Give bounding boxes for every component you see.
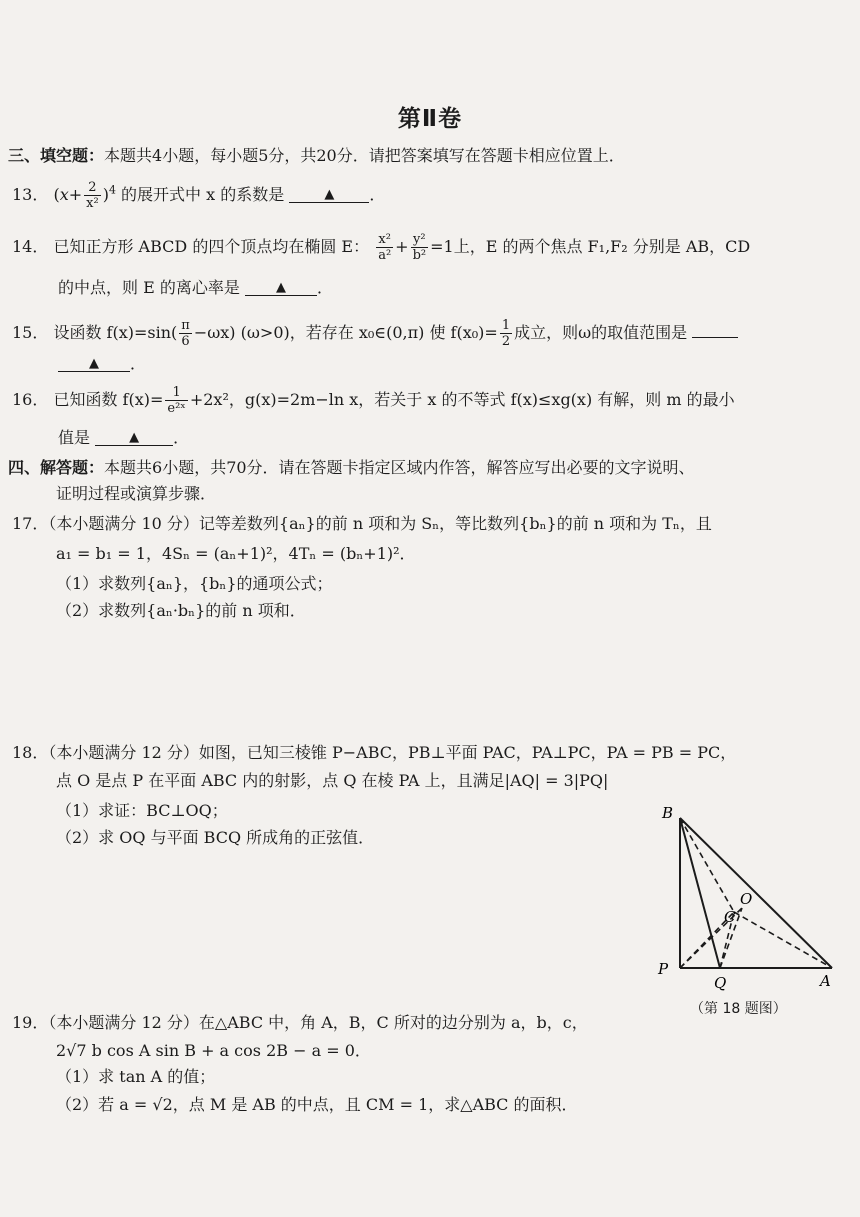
q15-answer-blank-part1[interactable] — [692, 319, 738, 338]
q19-equation: 2√7 b cos A sin B + a cos 2B − a = 0． — [56, 1041, 371, 1060]
q13-expr: (x+ $\frac{2}{\text{x²}}$ )$^4$ — [53, 180, 116, 211]
section-3-heading — [8, 145, 625, 167]
q13-answer-blank[interactable] — [289, 184, 369, 203]
q13-text: 的展开式中 x 的系数是 — [121, 185, 285, 204]
section-4-desc2: 证明过程或演算步骤． — [56, 484, 217, 503]
question-18: 18．（本小题满分 12 分）如图，已知三棱锥 P−ABC，PB⊥平面 PAC，PA⊥PC，PA = PB = PC， — [12, 743, 737, 762]
q14-frac-x: $\frac{\text{x²}}{\text{a²}}$ — [378, 232, 392, 263]
q19-sub2: （2）若 a = √2，点 M 是 AB 的中点，且 CM = 1，求△ABC 的面积． — [56, 1095, 578, 1114]
q17-sub1: （1）求数列{aₙ}，{bₙ}的通项公式； — [56, 574, 333, 593]
question-16: 16． 已知函数 f(x)= $\frac{1}{\text{e²ˣ}}$ +2x²，g(x)=2m−ln x，若关于 x 的不等式 f(x)≤xg(x) 有解，则 m 的最小 — [12, 385, 735, 416]
q19-sub1: （1）求 tan A 的值； — [56, 1067, 216, 1086]
section-4-label: 四、解答题： — [8, 458, 105, 477]
q18-line2: 点 O 是点 P 在平面 ABC 内的射影，点 Q 在棱 PA 上，且满足|AQ| = 3|PQ| — [56, 771, 609, 790]
q18-sub2: （2）求 OQ 与平面 BCQ 所成角的正弦值． — [56, 828, 375, 847]
question-14: 14． 已知正方形 ABCD 的四个顶点均在椭圆 E： $\frac{\text{x²}}{\text{a²}}$ + $\frac{\text{y²}}{\text{b²}}$ =1上，E 的两个焦点 F₁,F₂ 分别是 AB，CD — [12, 232, 751, 263]
q17-conditions: a₁ = b₁ = 1，4Sₙ = (aₙ+1)²，4Tₙ = (bₙ+1)²． — [56, 544, 416, 563]
q16-number: 16． — [12, 390, 49, 409]
page-title: 第Ⅱ卷 — [397, 106, 463, 132]
label-P: P — [658, 960, 669, 978]
question-16-line2: 值是 ▲ ． — [58, 428, 190, 447]
label-O: O — [740, 890, 753, 908]
label-A: A — [820, 972, 831, 990]
edge-BQ — [680, 818, 720, 968]
triangle-icon: ▲ — [275, 280, 286, 295]
q18-figure-caption: （第 18 题图） — [690, 1001, 787, 1017]
edge-BC — [680, 818, 734, 912]
section-4-heading: 四、解答题：本题共6小题，共70分．请在答题卡指定区域内作答，解答应写出必要的文字说明、 — [8, 458, 695, 477]
label-C: C — [724, 908, 736, 926]
q16-frac: $\frac{1}{\text{e²ˣ}}$ — [167, 385, 186, 416]
triangle-icon: ▲ — [324, 187, 335, 202]
q14-line1a: 已知正方形 ABCD 的四个顶点均在椭圆 E： — [53, 237, 370, 256]
q14-frac-y: $\frac{\text{y²}}{\text{b²}}$ — [412, 232, 427, 263]
section-3-label: 三、填空题： — [8, 146, 105, 165]
q15-frac-pi: $\frac{\pi}{6}$ — [181, 318, 190, 349]
q18-sub1: （1）求证：BC⊥OQ； — [56, 801, 228, 820]
question-14-line2: 的中点，则 E 的离心率是 ▲ ． — [58, 278, 333, 297]
q16-answer-blank[interactable] — [95, 427, 173, 446]
question-15-line2: ▲ ． — [58, 353, 146, 375]
q14-number: 14． — [12, 237, 49, 256]
label-Q: Q — [714, 974, 727, 992]
q13-number: 13． — [12, 185, 49, 204]
section-3-desc: 本题共4小题，每小题5分，共20分．请把答案填写在答题卡相应位置上． — [104, 146, 625, 165]
question-15: 15． 设函数 f(x)=sin( $\frac{\pi}{6}$ −ωx) (ω>0)，若存在 x₀∈(0,π) 使 f(x₀)= $\frac{1}{2}$ 成立，则ω的取值范围是 — [12, 318, 738, 349]
q18-tetrahedron-figure — [644, 800, 844, 992]
q15-answer-blank[interactable] — [58, 353, 130, 372]
q13-fraction: $\frac{2}{\text{x²}}$ — [86, 180, 99, 211]
q14-line1b: =1上，E 的两个焦点 F₁,F₂ 分别是 AB，CD — [430, 237, 751, 256]
q14-answer-blank[interactable] — [245, 277, 317, 296]
question-19: 19．（本小题满分 12 分）在△ABC 中，角 A，B，C 所对的边分别为 a，b，c， — [12, 1013, 588, 1032]
q17-sub2: （2）求数列{aₙ·bₙ}的前 n 项和． — [56, 601, 306, 620]
label-B: B — [662, 804, 674, 822]
q15-frac-half: $\frac{1}{2}$ — [501, 318, 511, 349]
triangle-icon: ▲ — [89, 356, 99, 371]
question-17: 17．（本小题满分 10 分）记等差数列{aₙ}的前 n 项和为 Sₙ，等比数列{bₙ}的前 n 项和为 Tₙ，且 — [12, 514, 712, 533]
triangle-icon: ▲ — [129, 430, 140, 445]
q15-number: 15． — [12, 323, 49, 342]
question-13: 13． (x+ $\frac{2}{\text{x²}}$ )$^4$ 的展开式中 x 的系数是 ▲ ． — [12, 180, 386, 211]
